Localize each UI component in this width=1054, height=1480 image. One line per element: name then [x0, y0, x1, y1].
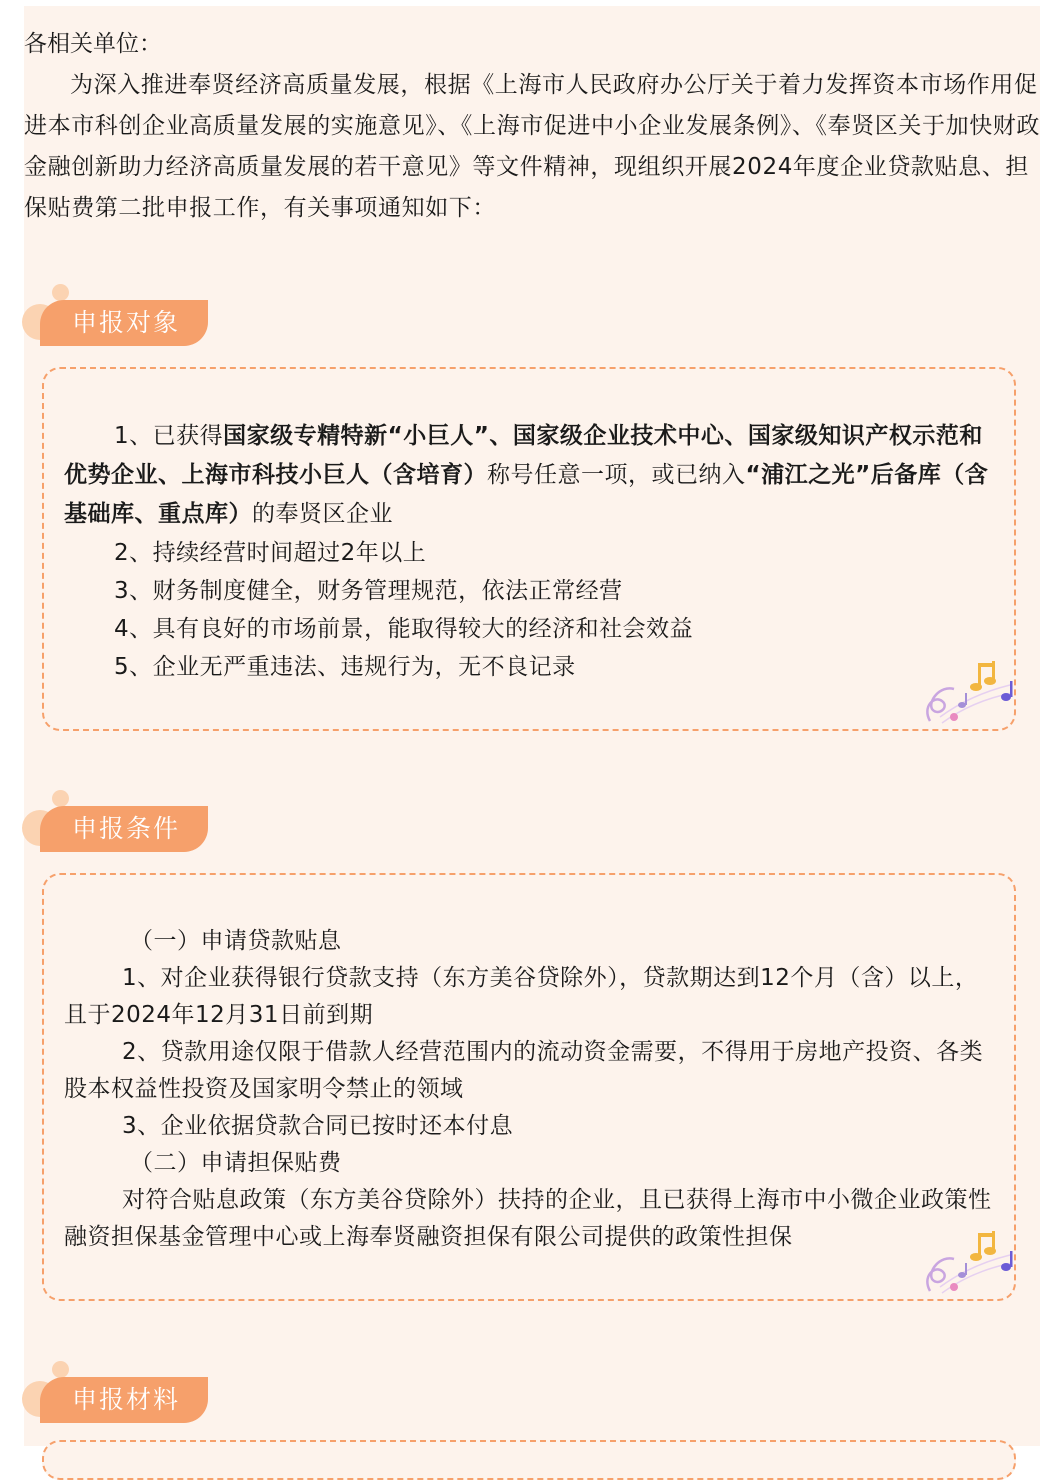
music-notes-icon	[920, 1225, 1016, 1297]
condition-item-1: 1、对企业获得银行贷款支持（东方美谷贷除外），贷款期达到12个月（含）以上，且于2024年12月31日前到期	[64, 965, 979, 1028]
condition-item-2: 2、贷款用途仅限于借款人经营范围内的流动资金需要，不得用于房地产投资、各类股本权益性投资及国家明令禁止的领域	[64, 1039, 984, 1102]
music-notes-icon	[920, 655, 1016, 727]
section-title: 申报材料	[72, 1385, 181, 1414]
condition-item-3: 3、企业依据贷款合同已按时还本付息	[122, 1113, 514, 1139]
section-title: 申报对象	[72, 308, 181, 337]
target-item-5: 5、企业无严重违法、违规行为，无不良记录	[114, 654, 576, 680]
target-item-1: 1、已获得国家级专精特新“小巨人”、国家级企业技术中心、国家级知识产权示范和优势企业、上海市科技小巨人（含培育）称号任意一项，或已纳入“浦江之光”后备库（含基础库、重点库）的奉贤区企业	[64, 423, 989, 527]
section-box-conditions	[42, 873, 1016, 1301]
condition-subheading-2: （二）申请担保贴费	[130, 1150, 342, 1176]
condition-item-4: 对符合贴息政策（东方美谷贷除外）扶持的企业，且已获得上海市中小微企业政策性融资担保基金管理中心或上海奉贤融资担保有限公司提供的政策性担保	[64, 1187, 992, 1250]
greeting: 各相关单位：	[24, 31, 162, 57]
section-box-materials	[42, 1440, 1016, 1480]
target-item-2: 2、持续经营时间超过2年以上	[114, 540, 427, 566]
section-header-conditions	[22, 790, 222, 852]
target-item-3: 3、财务制度健全，财务管理规范，依法正常经营	[114, 578, 623, 604]
decor-dot-small	[52, 790, 69, 807]
intro	[24, 24, 1040, 229]
section-box-targets	[42, 367, 1016, 731]
condition-subheading-1: （一）申请贷款贴息	[130, 928, 342, 954]
target-item-4: 4、具有良好的市场前景，能取得较大的经济和社会效益	[114, 616, 694, 642]
intro-paragraph: 为深入推进奉贤经济高质量发展，根据《上海市人民政府办公厅关于着力发挥资本市场作用促进本市科创企业高质量发展的实施意见》、《上海市促进中小企业发展条例》、《奉贤区关于加快财政金融创新助力经济高质量发展的若干意见》等文件精神，现组织开展2024年度企业贷款贴息、担保贴费第二批申报工作，有关事项通知如下：	[24, 72, 1040, 221]
section-header-materials	[22, 1361, 222, 1423]
section-title: 申报条件	[72, 814, 181, 843]
decor-dot-small	[52, 284, 69, 301]
decor-dot-small	[52, 1361, 69, 1378]
section-header-targets	[22, 284, 222, 346]
